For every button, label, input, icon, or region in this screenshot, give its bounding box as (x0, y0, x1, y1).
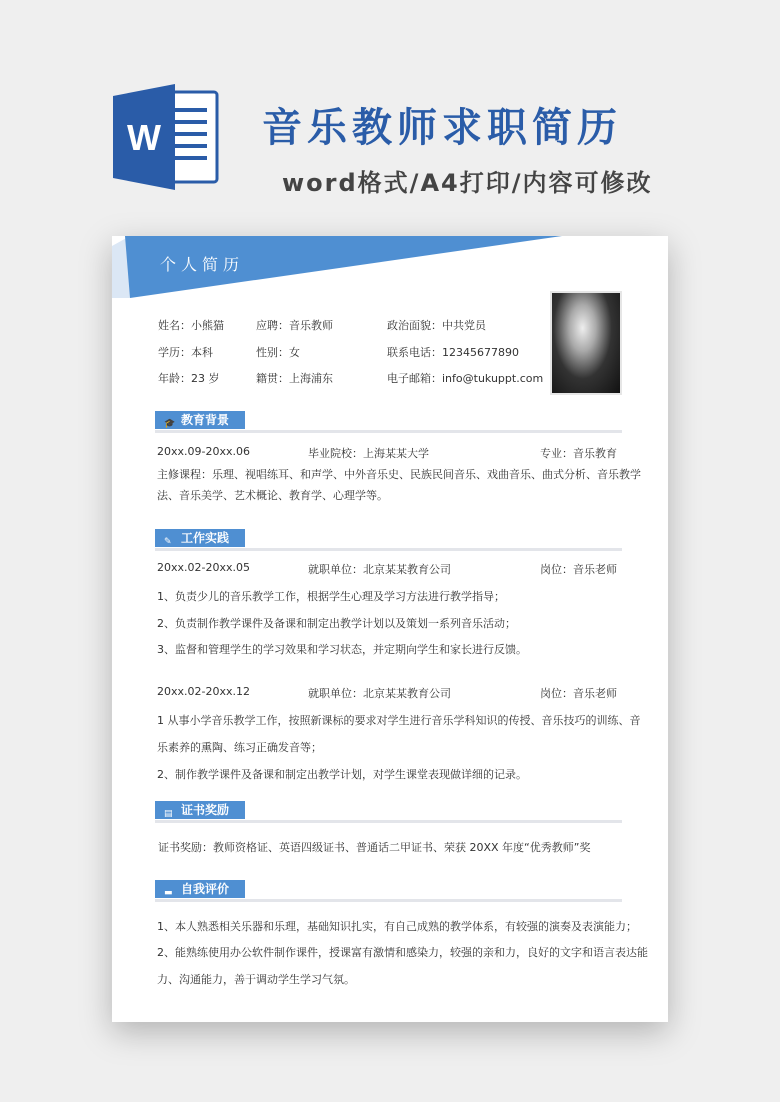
page-title: 音乐教师求职简历 (262, 105, 622, 151)
job-date: 20xx.02-20xx.12 (157, 685, 250, 698)
section-work (155, 529, 622, 551)
section-title: 教育背景 (181, 413, 230, 427)
section-self (155, 880, 622, 902)
edu-line: 法、音乐美学、艺术概论、教育学、心理学等。 (157, 489, 388, 502)
section-certs (155, 801, 622, 823)
edu-line: 主修课程：乐理、视唱练耳、和声学、中外音乐史、民族民间音乐、戏曲音乐、曲式分析、音乐教学 (157, 468, 641, 481)
edu-date: 20xx.09-20xx.06 (157, 445, 250, 458)
svg-text:W: W (127, 117, 161, 158)
graduation-cap-icon: 🎓 (164, 419, 176, 429)
self-line: 力、沟通能力，善于调动学生学习气氛。 (157, 973, 355, 986)
page-subtitle: word格式/A4打印/内容可修改 (282, 169, 653, 197)
info-name: 姓名：小熊猫 (158, 319, 224, 332)
info-age: 年龄：23 岁 (158, 372, 220, 385)
job-position: 岗位：音乐老师 (540, 563, 617, 576)
edit-icon: ✎ (164, 537, 172, 547)
info-apply: 应聘：音乐教师 (256, 319, 333, 332)
info-gender: 性别：女 (256, 346, 300, 359)
job-company: 就职单位：北京某某教育公司 (308, 687, 451, 700)
banner-title: 个人简历 (160, 255, 245, 274)
self-line: 2、能熟练使用办公软件制作课件，授课富有激情和感染力，较强的亲和力，良好的文字和语言表达能 (157, 946, 648, 959)
job-date: 20xx.02-20xx.05 (157, 561, 250, 574)
certs-text: 证书奖励：教师资格证、英语四级证书、普通话二甲证书、荣获 20XX 年度“优秀教师”奖 (158, 841, 591, 854)
job-line: 1、负责少儿的音乐教学工作，根据学生心理及学习方法进行教学指导； (157, 590, 505, 603)
info-email: 电子邮箱：info@tukuppt.com (387, 372, 544, 385)
edu-school: 毕业院校：上海某某大学 (308, 447, 429, 460)
job-line: 乐素养的熏陶、练习正确发音等； (157, 741, 322, 754)
word-icon (113, 84, 219, 190)
job-position: 岗位：音乐老师 (540, 687, 617, 700)
comment-icon: ▬ (164, 888, 173, 898)
info-education: 学历：本科 (158, 346, 213, 359)
self-line: 1、本人熟悉相关乐器和乐理，基础知识扎实，有自己成熟的教学体系，有较强的演奏及表演能力； (157, 920, 637, 933)
section-title: 工作实践 (181, 531, 230, 545)
job-line: 1 从事小学音乐教学工作，按照新课标的要求对学生进行音乐学科知识的传授、音乐技巧的训练、音 (157, 714, 641, 727)
info-phone: 联系电话：12345677890 (387, 346, 519, 359)
job-line: 2、负责制作教学课件及备课和制定出教学计划以及策划一系列音乐活动； (157, 617, 516, 630)
job-line: 2、制作教学课件及备课和制定出教学计划，对学生课堂表现做详细的记录。 (157, 768, 527, 781)
section-education (155, 411, 622, 433)
edu-major: 专业：音乐教育 (540, 447, 617, 460)
section-title: 自我评价 (181, 882, 230, 896)
section-title: 证书奖励 (181, 803, 230, 817)
job-company: 就职单位：北京某某教育公司 (308, 563, 451, 576)
info-hometown: 籍贯：上海浦东 (256, 372, 333, 385)
job-line: 3、监督和管理学生的学习效果和学习状态，并定期向学生和家长进行反馈。 (157, 643, 527, 656)
profile-photo (550, 291, 622, 395)
info-politics: 政治面貌：中共党员 (387, 319, 486, 332)
certificate-icon: ▤ (164, 809, 173, 819)
